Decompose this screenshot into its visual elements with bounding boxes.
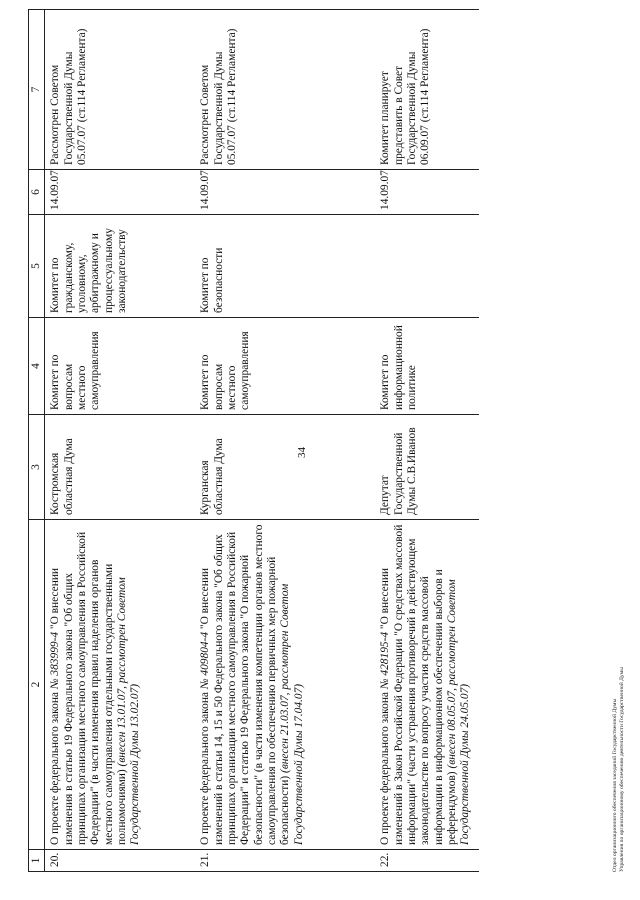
header-row <box>29 10 45 872</box>
footer-department: Отдел организационного обеспечения заседаний Государственной Думы <box>612 698 618 872</box>
status-cell: Рассмотрен Советом Государственной Думы 05.07.07 (ст.114 Регламента) <box>195 10 375 170</box>
initiator-cell: Курганская областная Дума <box>195 415 375 520</box>
bill-cell <box>195 520 375 850</box>
initiator-cell: Костромская областная Дума <box>45 415 196 520</box>
row-number: 21. <box>195 850 375 872</box>
table-row <box>195 10 375 872</box>
bill-prefix: О проекте федерального закона <box>49 689 62 845</box>
responsible-committee-cell: Комитет по вопросам местного самоуправления <box>45 318 196 415</box>
bill-prefix: О проекте федерального закона <box>379 689 392 845</box>
row-number: 20. <box>45 850 196 872</box>
page-footer <box>612 667 626 872</box>
bill-note: (внесен 13.01.07, рассмотрен Советом Государственной Думы 13.02.07) <box>116 577 142 845</box>
page-number: 34 <box>296 447 308 458</box>
table-row <box>375 10 478 872</box>
column-header: 6 <box>29 170 45 215</box>
bill-number: № 428195-4 <box>379 631 392 690</box>
status-cell: Рассмотрен Советом Государственной Думы 05.07.07 (ст.114 Регламента) <box>45 10 196 170</box>
co-committee-cell: Комитет по гражданскому, уголовному, арбитражному и процессуальному законодательству <box>45 215 196 318</box>
bill-note: (внесен 21.03.07, рассмотрен Советом Государственной Думы 17.04.07) <box>279 583 305 845</box>
bill-prefix: О проекте федерального закона <box>199 689 212 845</box>
column-header: 5 <box>29 215 45 318</box>
status-cell: Комитет планирует представить в Совет Государственной Думы 06.09.07 (ст.114 Регламента) <box>375 10 478 170</box>
co-committee-cell <box>375 215 478 318</box>
column-header: 2 <box>29 520 45 850</box>
bill-description: "О внесении изменений в Закон Российской Федерации "О средствах массовой информации" (части устранения противоречий в действующем законодательстве по вопросу участия средств массовой информации в информационном обеспечении выборов и референдумов) <box>379 524 459 845</box>
date-cell: 14.09.07 <box>375 170 478 215</box>
column-header: 7 <box>29 10 45 170</box>
initiator-cell: Депутат Государственной Думы С.В.Иванов <box>375 415 478 520</box>
responsible-committee-cell: Комитет по информационной политике <box>375 318 478 415</box>
responsible-committee-cell: Комитет по вопросам местного самоуправления <box>195 318 375 415</box>
footer-directorate: Управления по организационному обеспечению деятельности Государственной Думы <box>618 667 625 872</box>
row-number: 22. <box>375 850 478 872</box>
table-row <box>45 10 196 872</box>
bill-number: № 383999-4 <box>49 631 62 690</box>
bill-cell <box>375 520 478 850</box>
bill-note: (внесен 08.05.07, рассмотрен Советом Государственной Думы 24.05.07) <box>446 579 472 845</box>
bill-description: "О внесении изменения в статью 19 Федерального закона "Об общих принципах организации местного самоуправления в Российской Федерации" (в части изменения правил наделения органов местного самоуправления отдельными государственными полномочиями) <box>49 531 129 845</box>
bill-cell <box>45 520 196 850</box>
bill-number: № 409804-4 <box>199 631 212 690</box>
date-cell: 14.09.07 <box>45 170 196 215</box>
co-committee-cell: Комитет по безопасности <box>195 215 375 318</box>
date-cell: 14.09.07 <box>195 170 375 215</box>
column-header: 3 <box>29 415 45 520</box>
column-header: 1 <box>29 850 45 872</box>
legislation-table <box>28 9 479 872</box>
bill-description: "О внесении изменений в статьи 14, 15 и 50 Федерального закона "Об общих принципах организации местного самоуправления в Российской Федерации" и статью 19 Федерального закона "О пожарной безопасности" (в части изменения компетенции органов местного самоуправления по обеспечению первичных мер пожарной безопасности) <box>199 524 292 845</box>
column-header: 4 <box>29 318 45 415</box>
